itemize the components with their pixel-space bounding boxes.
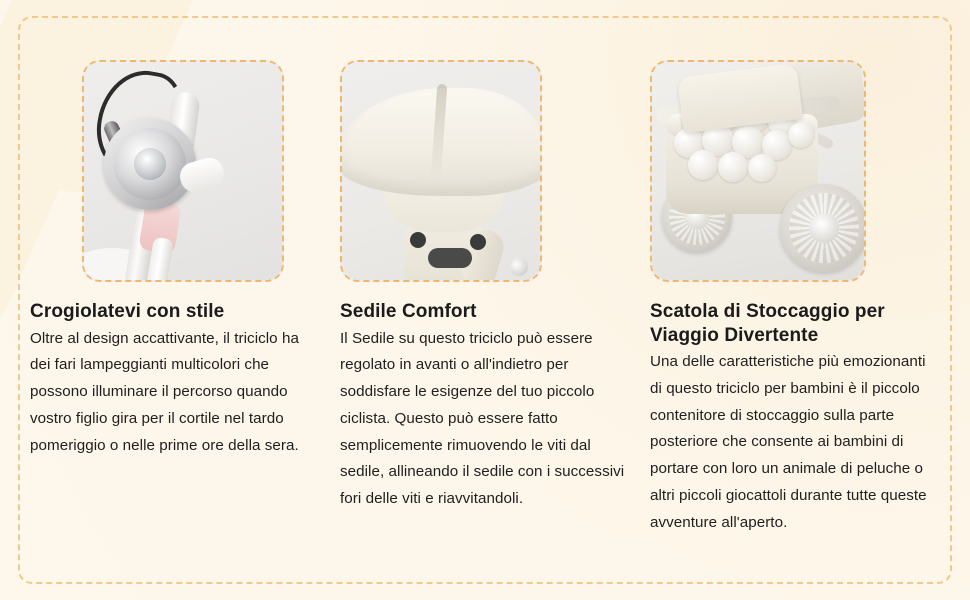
feature-cards-row: [30, 60, 940, 536]
feature-card: [30, 60, 320, 459]
card-title: Crogiolatevi con stile: [30, 301, 225, 322]
headlight-bulb: [134, 148, 166, 180]
ball: [718, 152, 748, 182]
tricycle-storage-box-photo: [650, 60, 866, 282]
card-title: Sedile Comfort: [340, 301, 477, 322]
adjustment-slot: [428, 248, 472, 268]
tricycle-seat-photo: [340, 60, 542, 282]
ball: [788, 122, 814, 148]
card-title: Scatola di Stoccaggio per Viaggio Divertente: [650, 301, 885, 346]
headlight-housing: [104, 118, 196, 210]
rear-wheel-right: [780, 184, 866, 272]
ball: [688, 150, 718, 180]
screw-hole: [470, 234, 486, 250]
wheel-hub: [809, 213, 839, 243]
feature-card: [650, 60, 940, 536]
card-body-text: Il Sedile su questo triciclo può essere regolato in avanti o all'indietro per soddisfare le esigenze del tuo piccolo ciclista. Questo può essere fatto semplicemente rimuovendo le viti dal sedile, allineando il sedile con i successivi fori delle viti e riavvitandoli.: [340, 329, 625, 508]
headlight-lens: [114, 128, 186, 200]
tricycle-headlight-photo: [82, 60, 284, 282]
card-body-text: Oltre al design accattivante, il triciclo ha dei fari lampeggianti multicolori che possono illuminare il percorso quando vostro figlio gira per il cortile nel tardo pomeriggio o nelle prime ore della sera.: [30, 329, 299, 454]
card-body-text: Una delle caratteristiche più emozionanti di questo triciclo per bambini è il piccolo contenitore di stoccaggio sulla parte posteriore che consente ai bambini di portare con loro un animale di peluche o altri piccoli giocattoli durante tutte queste avventure all'aperto.: [650, 353, 927, 531]
screw-hole: [410, 232, 426, 248]
screw-head: [510, 258, 528, 276]
ball: [748, 154, 776, 182]
feature-card: [340, 60, 630, 513]
